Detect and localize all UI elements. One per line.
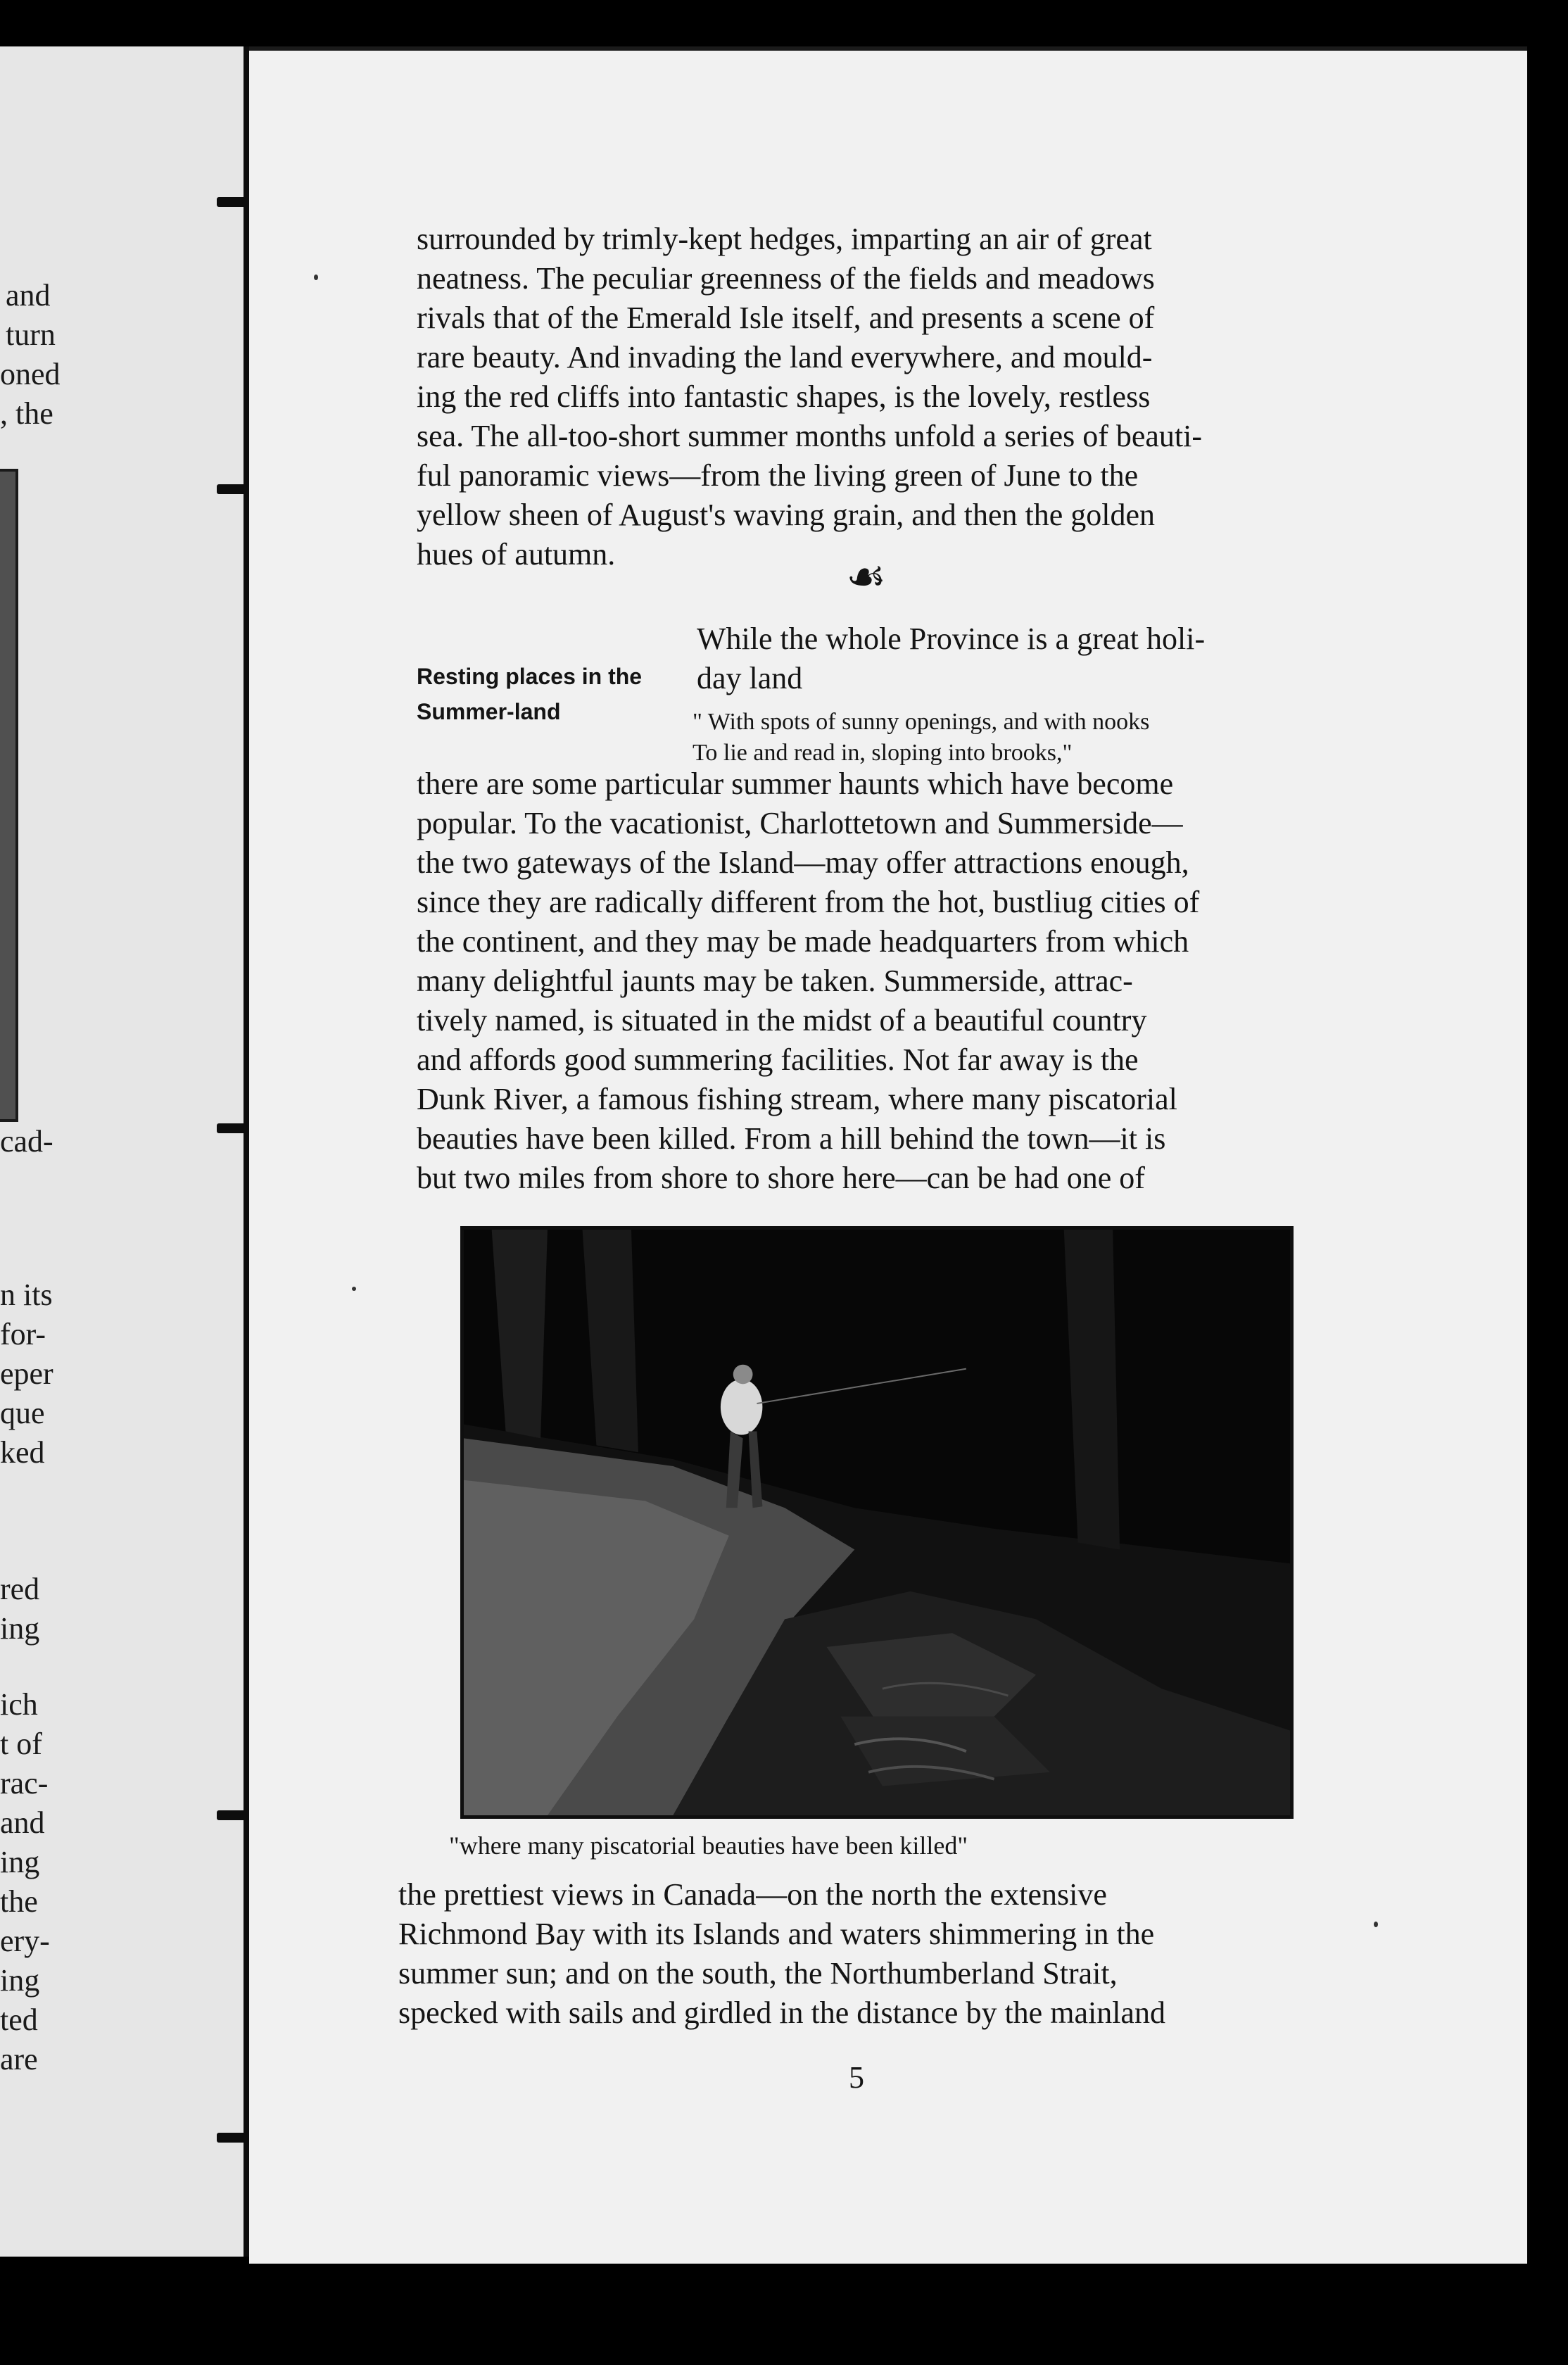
- left-page-fragment: ted: [0, 2003, 38, 2037]
- paper-speck: [1374, 1922, 1378, 1927]
- left-page-fragment: and: [0, 1805, 45, 1840]
- left-page-fragment: que: [0, 1396, 45, 1430]
- left-page-fragment: turn: [6, 317, 56, 352]
- left-page-fragment: oned: [0, 357, 61, 391]
- left-page-fragment: ked: [0, 1435, 45, 1470]
- page-number: 5: [849, 2060, 864, 2095]
- left-page-fragment: the: [0, 1884, 38, 1919]
- left-page-fragment: ing: [0, 1845, 40, 1879]
- left-page-fragment: and: [6, 278, 51, 313]
- left-page-fragment: red: [0, 1572, 40, 1606]
- book-page: [249, 46, 1527, 2264]
- paragraph-summer-haunts: there are some particular summer haunts which have become popular. To the vacationist, Charlottetown and Summerside— the two gateways of the Island—may offer attractions enough, since they are radically different from the hot, bustliug cities of the continent, and they may be made headquarters from which many delightful jaunts may be taken. Summerside, attrac- tively named, is situated in the midst of a beautiful country and affords good summering facilities. Not far away is the Dunk River, a famous fishing stream, where many piscatorial beauties have been killed. From a hill behind the town—it is but two miles from shore to shore here—can be had one of: [417, 767, 1200, 1195]
- fleuron-ornament: ☙: [846, 551, 887, 603]
- left-page-fragment: rac-: [0, 1766, 49, 1800]
- left-page-fragment: , the: [0, 396, 53, 431]
- left-page-fragment: ing: [0, 1963, 40, 1998]
- sidenote-heading: Resting places in the Summer-land: [417, 664, 643, 724]
- left-page-fragment: are: [0, 2042, 38, 2076]
- left-page-fragment: eper: [0, 1356, 53, 1391]
- photo-fishing-stream: [464, 1230, 1290, 1815]
- left-page-fragment: t of: [0, 1727, 42, 1761]
- photograph: [460, 1226, 1294, 1819]
- book-spine: [244, 46, 249, 2257]
- paragraph-opening: surrounded by trimly-kept hedges, imparting an air of great neatness. The peculiar greenness of the fields and meadows rivals that of the Emerald Isle itself, and presents a scene of rare beauty. And invading the land everywhere, and mould- ing the red cliffs into fantastic shapes, is the lovely, restless sea. The all-too-short summer months unfold a series of beauti- ful panoramic views—from the living green of June to the yellow sheen of August's waving grain, and then the golden hues of autumn.: [417, 222, 1203, 572]
- paragraph-lead: While the whole Province is a great holi- day land: [697, 622, 1206, 695]
- poem-quote: " With spots of sunny openings, and with nooks To lie and read in, sloping into brooks,": [693, 709, 1150, 766]
- left-page-fragment: ing: [0, 1611, 40, 1646]
- left-page-fragment: n its: [0, 1278, 53, 1312]
- left-page-fragment: ery-: [0, 1924, 50, 1958]
- left-page: [0, 46, 244, 2257]
- photo-caption: "where many piscatorial beauties have been killed": [449, 1831, 968, 1860]
- left-page-fragment: for-: [0, 1317, 46, 1351]
- paper-speck: [314, 275, 318, 280]
- left-page-photo-edge: [0, 469, 18, 1122]
- paper-speck: [352, 1287, 356, 1291]
- left-page-fragment: ich: [0, 1687, 38, 1722]
- paragraph-views: the prettiest views in Canada—on the north the extensive Richmond Bay with its Islands and waters shimmering in the summer sun; and on the south, the Northumberland Strait, specked with sails and girdled in the distance by the mainland: [398, 1877, 1165, 2030]
- left-page-fragment: cad-: [0, 1124, 53, 1159]
